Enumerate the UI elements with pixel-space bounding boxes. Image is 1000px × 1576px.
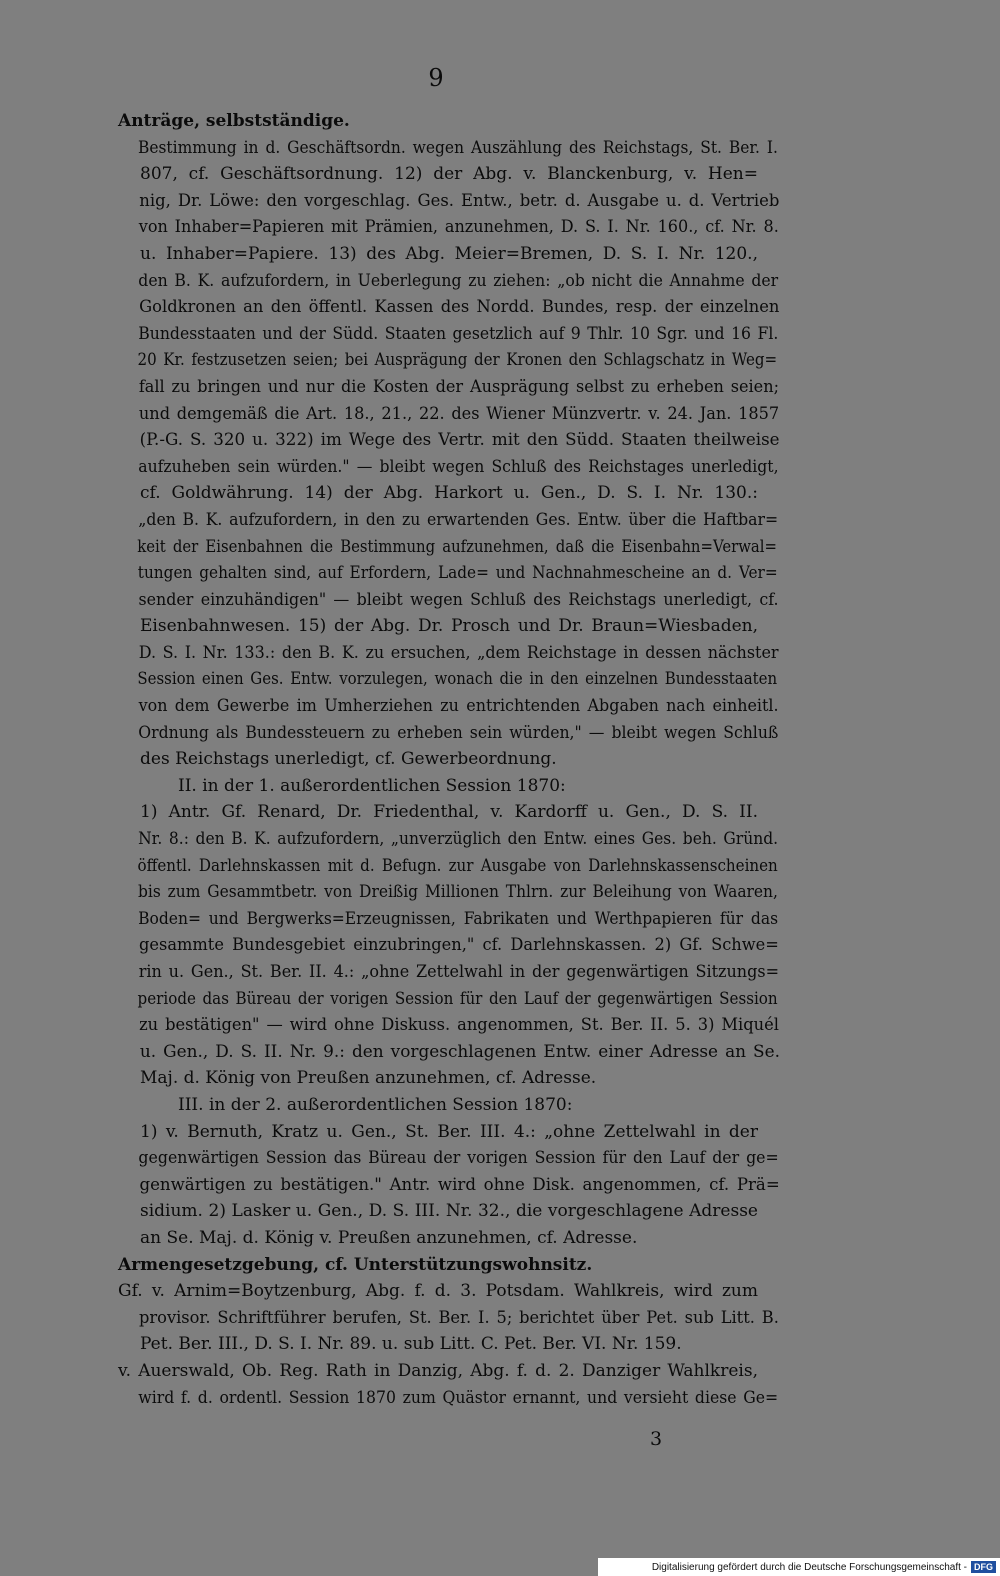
text-line: fall zu bringen und nur die Kosten der Ausprägung selbst zu erheben seien; — [138, 376, 780, 397]
text-line: den B. K. aufzufordern, in Ueberlegung zu ziehen: „ob nicht die Annahme der — [138, 270, 779, 291]
text-line: wird f. d. ordentl. Session 1870 zum Quästor ernannt, und versieht diese Ge= — [138, 1387, 779, 1408]
text-line: 1) v. Bernuth, Kratz u. Gen., St. Ber. III. 4.: „ohne Zettelwahl in der — [140, 1121, 758, 1142]
text-line: u. Gen., D. S. II. Nr. 9.: den vorgeschlagenen Entw. einer Adresse an Se. — [139, 1041, 781, 1062]
text-line: von dem Gewerbe im Umherziehen zu entrichtenden Abgaben nach einheitl. — [138, 696, 779, 717]
text-line: 1) Antr. Gf. Renard, Dr. Friedenthal, v. Kardorff u. Gen., D. S. II. — [140, 802, 758, 823]
text-line: von Inhaber=Papieren mit Prämien, anzunehmen, D. S. I. Nr. 160., cf. Nr. 8. — [138, 217, 779, 238]
text-line: tungen gehalten sind, auf Erfordern, Lade= und Nachnahmescheine an d. Ver= — [137, 563, 778, 584]
signature-mark: 3 — [650, 1428, 663, 1450]
text-line: Gf. v. Arnim=Boytzenburg, Abg. f. d. 3. Potsdam. Wahlkreis, wird zum — [118, 1281, 758, 1302]
text-line: Goldkronen an den öffentl. Kassen des Nordd. Bundes, resp. der einzelnen — [139, 297, 780, 318]
text-line: zu bestätigen" — wird ohne Diskuss. angenommen, St. Ber. II. 5. 3) Miquél — [139, 1015, 780, 1036]
text-line: „den B. K. aufzufordern, in den zu erwartenden Ges. Entw. über die Haftbar= — [138, 509, 779, 530]
text-line: gegenwärtigen Session das Büreau der vorigen Session für den Lauf der ge= — [138, 1148, 779, 1169]
text-line: Maj. d. König von Preußen anzunehmen, cf. Adresse. — [140, 1068, 597, 1089]
text-line: Pet. Ber. III., D. S. I. Nr. 89. u. sub Litt. C. Pet. Ber. VI. Nr. 159. — [140, 1334, 682, 1355]
text-line: bis zum Gesammtbetr. von Dreißig Millionen Thlrn. zur Beleihung von Waaren, — [137, 882, 778, 903]
text-line: sidium. 2) Lasker u. Gen., D. S. III. Nr. 32., die vorgeschlagene Adresse — [140, 1201, 758, 1222]
page-body — [118, 108, 781, 1411]
text-line: Ordnung als Bundessteuern zu erheben sein würden," — bleibt wegen Schluß — [138, 722, 779, 743]
text-line: keit der Eisenbahnen die Bestimmung aufzunehmen, daß die Eisenbahn=Verwal= — [137, 536, 777, 557]
digitization-credit-bar — [598, 1558, 1000, 1576]
text-line: II. in der 1. außerordentlichen Session 1870: — [178, 775, 566, 796]
text-line: sender einzuhändigen" — bleibt wegen Schluß des Reichstags unerledigt, cf. — [138, 589, 779, 610]
text-line: 20 Kr. festzusetzen seien; bei Ausprägung der Kronen den Schlagschatz in Weg= — [137, 350, 778, 371]
text-line: D. S. I. Nr. 133.: den B. K. zu ersuchen, „dem Reichstage in dessen nächster — [138, 642, 779, 663]
text-line: und demgemäß die Art. 18., 21., 22. des Wiener Münzvertr. v. 24. Jan. 1857 — [138, 403, 780, 424]
text-line: Anträge, selbstständige. — [118, 111, 350, 131]
text-line: Armengesetzgebung, cf. Unterstützungswohnsitz. — [118, 1254, 593, 1275]
text-line: nig, Dr. Löwe: den vorgeschlag. Ges. Entw., betr. d. Ausgabe u. d. Vertrieb — [139, 190, 780, 211]
page-number: 9 — [428, 64, 444, 92]
text-line: genwärtigen zu bestätigen." Antr. wird ohne Disk. angenommen, cf. Prä= — [139, 1174, 780, 1195]
text-line: öffentl. Darlehnskassen mit d. Befugn. zur Ausgabe von Darlehnskassenscheinen — [137, 855, 778, 876]
digitization-credit: Digitalisierung gefördert durch die Deutsche Forschungsgemeinschaft - — [651, 1561, 967, 1573]
text-line: gesammte Bundesgebiet einzubringen," cf. Darlehnskassen. 2) Gf. Schwe= — [139, 935, 779, 956]
text-line: Bundesstaaten und der Südd. Staaten gesetzlich auf 9 Thlr. 10 Sgr. und 16 Fl. — [138, 323, 779, 344]
text-line: Session einen Ges. Entw. vorzulegen, wonach die in den einzelnen Bundesstaaten — [137, 669, 778, 690]
text-line: aufzuheben sein würden." — bleibt wegen Schluß des Reichstages unerledigt, — [138, 456, 779, 477]
text-line: periode das Büreau der vorigen Session für den Lauf der gegenwärtigen Session — [137, 988, 778, 1009]
text-line: rin u. Gen., St. Ber. II. 4.: „ohne Zettelwahl in der gegenwärtigen Sitzungs= — [138, 962, 780, 982]
text-line: cf. Goldwährung. 14) der Abg. Harkort u. Gen., D. S. I. Nr. 130.: — [140, 483, 758, 504]
text-line: an Se. Maj. d. König v. Preußen anzunehmen, cf. Adresse. — [140, 1227, 638, 1248]
text-line: 807, cf. Geschäftsordnung. 12) der Abg. v. Blanckenburg, v. Hen= — [140, 164, 758, 185]
text-line: Boden= und Bergwerks=Erzeugnissen, Fabrikaten und Werthpapieren für das — [138, 908, 779, 929]
text-line: u. Inhaber=Papiere. 13) des Abg. Meier=Bremen, D. S. I. Nr. 120., — [140, 243, 758, 264]
text-line: provisor. Schriftführer berufen, St. Ber. I. 5; berichtet über Pet. sub Litt. B. — [139, 1307, 779, 1328]
text-line: des Reichstags unerledigt, cf. Gewerbeordnung. — [140, 749, 557, 770]
dfg-logo: DFG — [971, 1561, 996, 1573]
text-line: Bestimmung in d. Geschäftsordn. wegen Auszählung des Reichstags, St. Ber. I. — [137, 137, 778, 158]
text-line: v. Auerswald, Ob. Reg. Rath in Danzig, Abg. f. d. 2. Danziger Wahlkreis, — [118, 1360, 758, 1381]
text-line: Nr. 8.: den B. K. aufzufordern, „unverzüglich den Entw. eines Ges. beh. Gründ. — [138, 829, 779, 850]
text-line: Eisenbahnwesen. 15) der Abg. Dr. Prosch und Dr. Braun=Wiesbaden, — [140, 616, 758, 637]
text-line: III. in der 2. außerordentlichen Session 1870: — [178, 1094, 573, 1115]
text-line: (P.-G. S. 320 u. 322) im Wege des Vertr. mit den Südd. Staaten theilweise — [139, 430, 780, 451]
